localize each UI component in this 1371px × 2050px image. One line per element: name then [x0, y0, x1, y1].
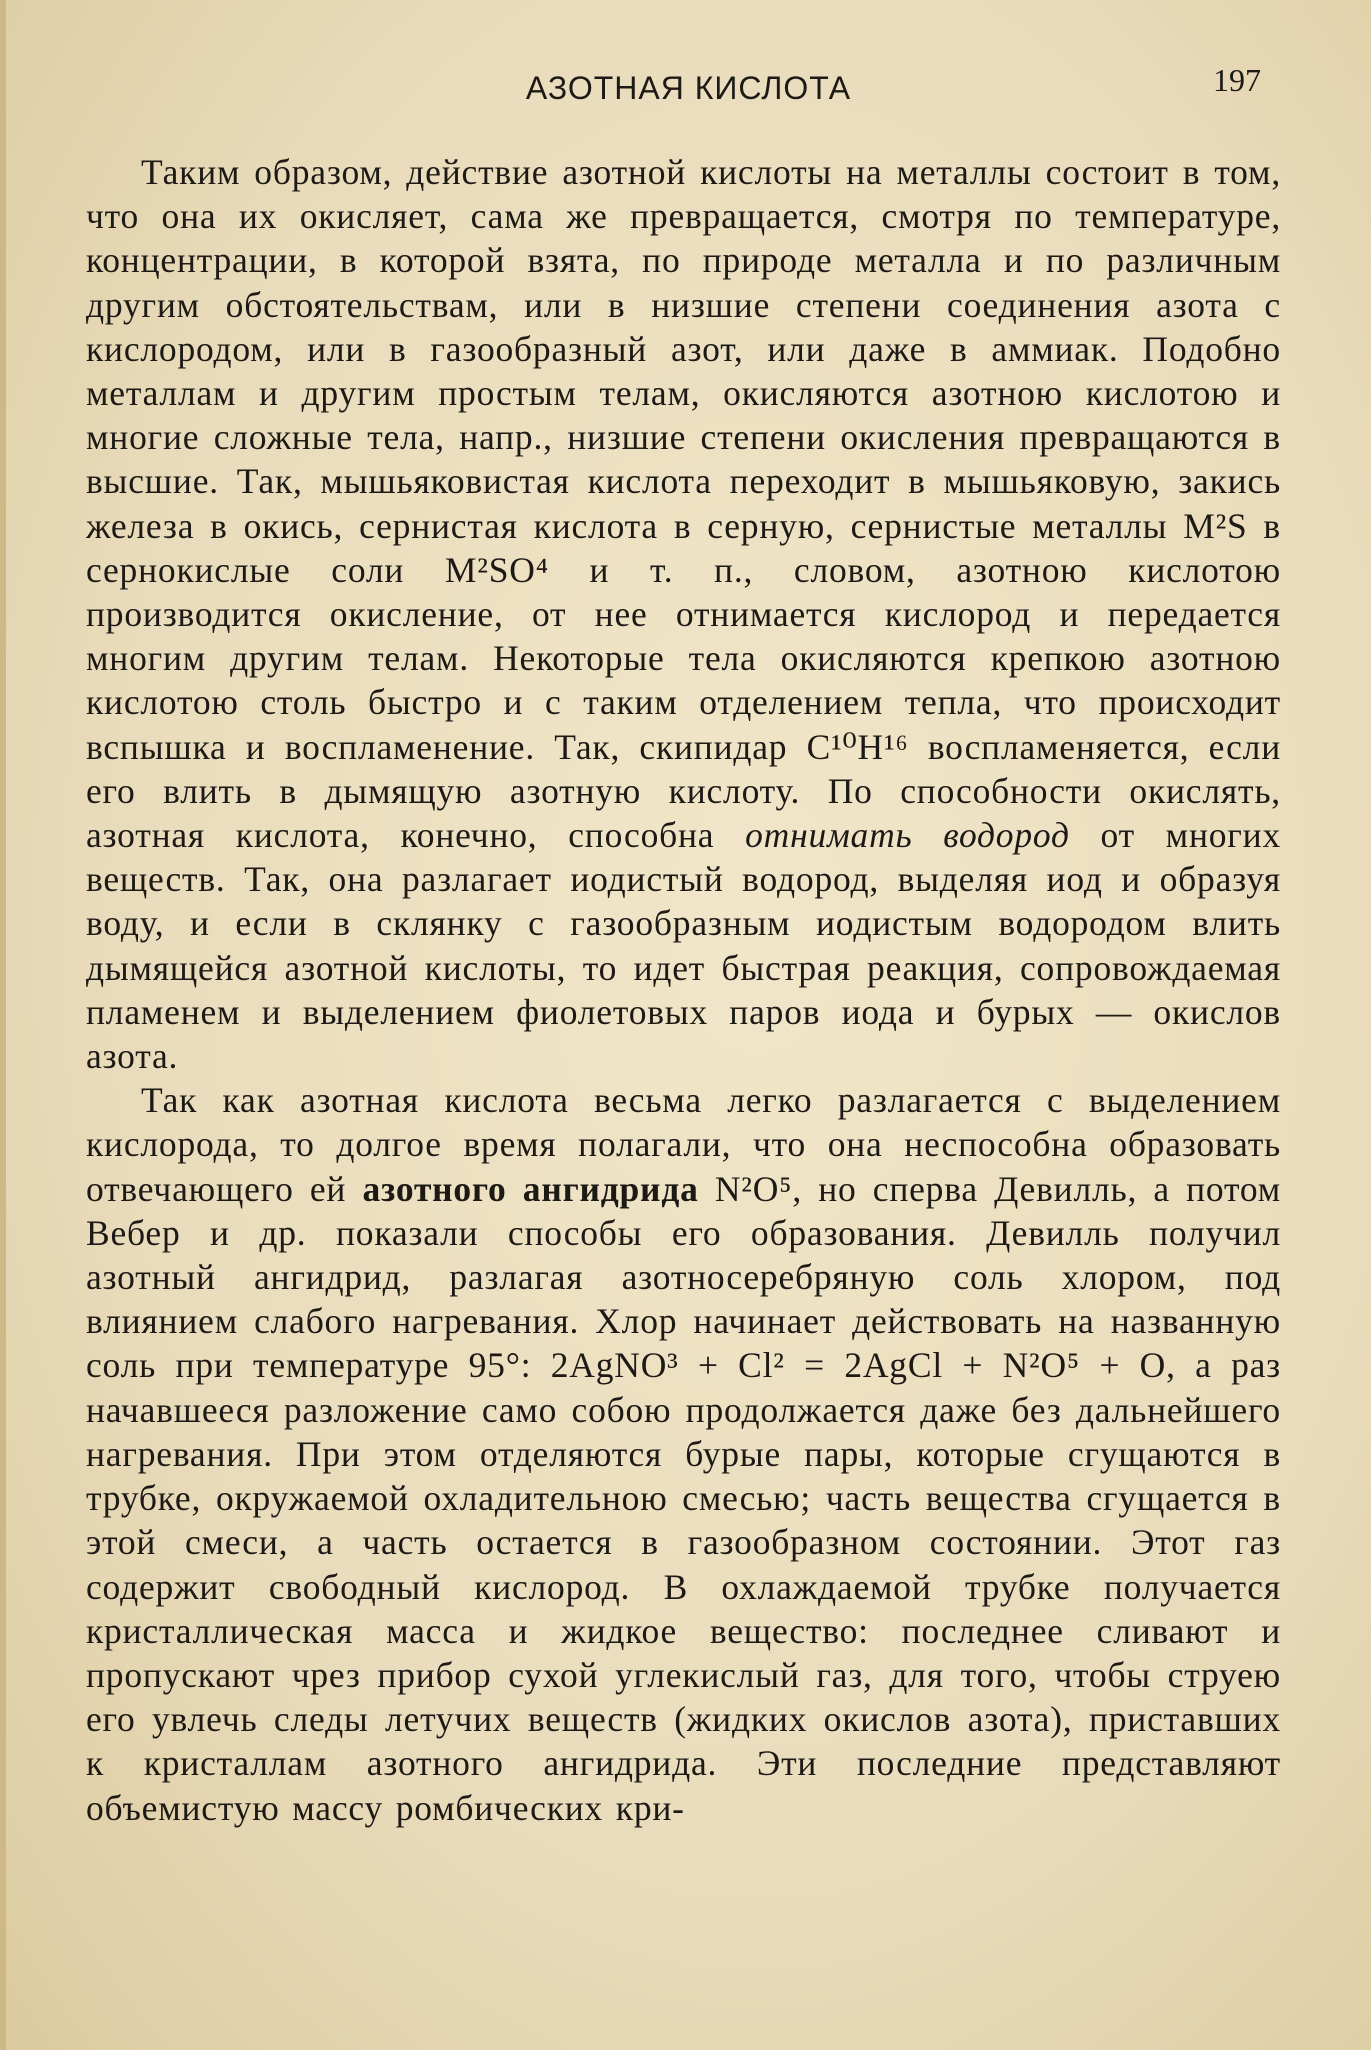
page-number: 197 — [1213, 62, 1261, 98]
text-fragment: Таким образом, действие азотной кислоты на металлы состоит в том, что она их окисляет, сама же превращается, смотря по температуре, концентрации, в которой взята, по природе металла и по различным другим обстоятельствам, или в низшие степени соединения азота с кислородом, или в газообразный азот, или даже в аммиак. Подобно металлам и другим простым телам, окисляются азотною кислотою и многие сложные тела, напр., низшие степени окисления превращаются в высшие. Так, мышьяковистая кислота переходит в мышьяковую, закись железа в окись, сернистая кислота в серную, сернистые металлы M²S в сернокислые соли M²SO⁴ и т. п., словом, азотною кислотою производится окисление, от нее отнимается кислород и передается многим другим телам. Некоторые тела окисляются крепкою азотною кислотою столь быстро и с таким отделением тепла, что происходит вспышка и воспламенение. Так, скипидар C¹⁰H¹⁶ воспламеняется, если его влить в дымящую азотную кислоту. По способности окислять, азотная кислота, конечно, способна — [86, 152, 1281, 856]
text-fragment: от многих веществ. Так, она разлагает иодистый водород, выделяя иод и образуя воду, и если в склянку с газообразным иодистым водородом влить дымящейся азотной кислоты, то идет быстрая реакция, сопровождаемая пламенем и выделением фиолетовых паров иода и бурых — окислов азота. — [86, 815, 1281, 1077]
bold-term: азотного ангидрида — [362, 1168, 699, 1209]
italic-text-fragment: отнимать водород — [745, 815, 1070, 856]
paragraph — [86, 1078, 1281, 1829]
text-fragment: N²O⁵, но сперва Девилль, а потом Вебер и др. показали способы его образования. Девилль получил азотный ангидрид, разлагая азотносеребряную соль хлором, под влиянием слабого нагревания. Хлор начинает действовать на названную соль при температуре 95°: 2AgNO³ + Cl² = 2AgCl + N²O⁵ + O, а раз начавшееся разложение само собою продолжается даже без дальнейшего нагревания. При этом отделяются бурые пары, которые сгущаются в трубке, окружаемой охладительною смесью; часть вещества сгущается в этой смеси, а часть остается в газообразном состоянии. Этот газ содержит свободный кислород. В охлаждаемой трубке получается кристаллическая масса и жидкое вещество: последнее сливают и пропускают чрез прибор сухой углекислый газ, для того, чтобы струею его увлечь следы летучих веществ (жидких окислов азота), приставших к кристаллам азотного ангидрида. Эти последние представляют объемистую массу ромбических кри- — [86, 1168, 1281, 1828]
running-title: АЗОТНАЯ КИСЛОТА — [525, 70, 852, 106]
paragraph — [86, 150, 1281, 1078]
text-fragment: Так как азотная кислота весьма легко разлагается с выделением кислорода, то долгое время полагали, что она неспособна образовать отвечающего ей — [86, 1080, 1281, 1209]
page-header — [86, 62, 1291, 112]
body-text — [86, 150, 1281, 1830]
